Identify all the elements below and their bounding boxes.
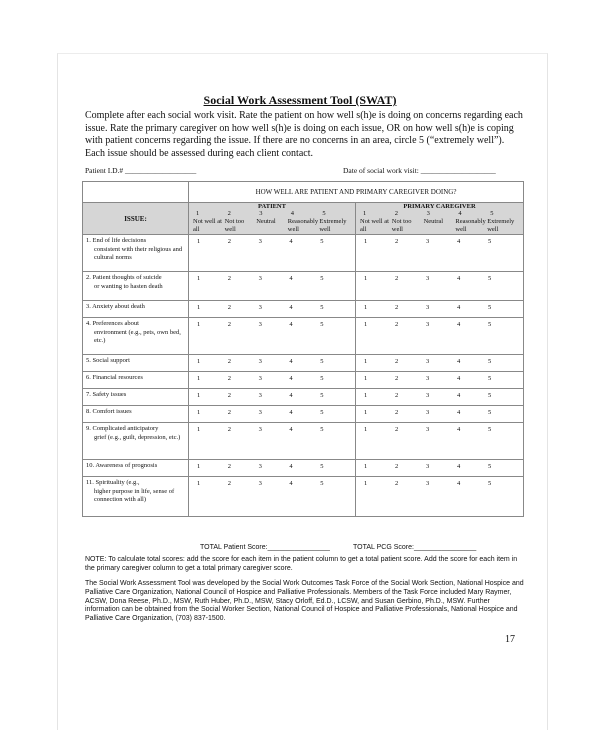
scale-label: Reasonably well [287, 218, 319, 233]
rating-option[interactable]: 4 [457, 358, 461, 365]
rating-option[interactable]: 1 [197, 409, 201, 416]
rating-option[interactable]: 4 [289, 463, 293, 470]
rating-option[interactable]: 5 [488, 238, 492, 245]
rating-option[interactable]: 1 [364, 392, 368, 399]
scale-label: Not too well [224, 218, 245, 233]
rating-option[interactable]: 5 [320, 409, 324, 416]
rating-option[interactable]: 2 [395, 238, 399, 245]
issue-cell [83, 272, 189, 301]
issue-label: 9. Complicated anticipatory [86, 425, 159, 432]
rating-option[interactable]: 1 [364, 375, 368, 382]
rating-option[interactable]: 3 [426, 238, 430, 245]
rating-option[interactable]: 2 [227, 358, 232, 365]
rating-option[interactable]: 4 [457, 375, 461, 382]
rating-option[interactable]: 5 [320, 238, 324, 245]
rating-option[interactable]: 3 [258, 409, 262, 416]
scale-option [455, 210, 487, 234]
total-patient-score: TOTAL Patient Score:________________ [200, 544, 330, 551]
patient-rating-cell [189, 318, 356, 355]
issue-detail: grief (e.g., guilt, depression, etc.) [94, 433, 181, 441]
scale-option [225, 210, 257, 234]
rating-option[interactable]: 5 [320, 426, 324, 433]
caregiver-rating-cell [356, 355, 524, 372]
patient-rating-cell [189, 460, 356, 477]
rating-option[interactable]: 4 [457, 392, 461, 399]
rating-option[interactable]: 1 [197, 463, 201, 470]
scale-option [256, 210, 288, 234]
rating-option[interactable]: 5 [488, 358, 492, 365]
rating-option[interactable]: 4 [289, 321, 293, 328]
rating-option[interactable]: 2 [227, 375, 232, 382]
patient-scale-header [189, 203, 356, 235]
rating-option[interactable]: 4 [457, 463, 461, 470]
patient-rating-cell [189, 355, 356, 372]
rating-option[interactable]: 2 [227, 409, 232, 416]
issue-label: 4. Preferences about [86, 320, 139, 327]
rating-option[interactable]: 4 [289, 426, 293, 433]
rating-option[interactable]: 3 [258, 275, 262, 282]
issue-cell [83, 355, 189, 372]
rating-option[interactable]: 4 [457, 480, 461, 487]
rating-option[interactable]: 4 [289, 409, 293, 416]
rating-option[interactable]: 1 [364, 238, 368, 245]
table-row [83, 272, 524, 301]
rating-option[interactable]: 1 [364, 321, 368, 328]
scale-number: 3 [426, 210, 430, 217]
rating-option[interactable]: 4 [457, 304, 461, 311]
scale-label: Not too well [391, 218, 412, 233]
rating-option[interactable]: 3 [258, 463, 262, 470]
rating-option[interactable]: 5 [320, 480, 324, 487]
rating-option[interactable]: 3 [426, 409, 430, 416]
rating-option[interactable]: 3 [426, 480, 430, 487]
issue-label: 11. Spirituality (e.g., [86, 479, 140, 486]
rating-option[interactable]: 5 [320, 375, 324, 382]
rating-option[interactable]: 3 [426, 392, 430, 399]
table-main-header: HOW WELL ARE PATIENT AND PRIMARY CAREGIVER DOING? [189, 182, 524, 203]
issue-detail: environment (e.g., pets, own bed, etc.) [94, 328, 181, 344]
rating-option[interactable]: 5 [488, 275, 492, 282]
issue-detail: or wanting to hasten death [94, 282, 163, 290]
rating-option[interactable]: 2 [227, 463, 232, 470]
table-row [83, 301, 524, 318]
rating-option[interactable]: 3 [426, 358, 430, 365]
table-row [83, 318, 524, 355]
rating-option[interactable]: 1 [197, 392, 201, 399]
rating-option[interactable]: 5 [320, 321, 324, 328]
scale-label: Extremely well [319, 218, 347, 233]
scale-option [319, 210, 351, 234]
rating-option[interactable]: 5 [320, 392, 324, 399]
issue-cell [83, 477, 189, 517]
rating-option[interactable]: 3 [258, 392, 262, 399]
table-row [83, 235, 524, 272]
scale-number: 4 [290, 210, 295, 217]
development-credit: The Social Work Assessment Tool was developed by the Social Work Outcomes Task Force of the Social Work Section, National Hospice and Palliative Care Organization, National Council of Hospice and Palliative Professionals. Members of the Task Force included Mary Raymer, ACSW, Dona Reese, Ph.D., MSW, Ruth Huber, Ph.D., MSW, Stacy Orloff, Ed.D., LCSW, and Susan Gerbino, Ph.D., MSW. Further information can be obtained from the Social Worker Section, National Council of Hospice and Palliative Professionals, National Hospice and Palliative Care Organization, (703) 837-1500. [85, 580, 524, 623]
rating-option[interactable]: 2 [395, 409, 399, 416]
scale-label: Neutral [423, 218, 444, 225]
rating-option[interactable]: 3 [426, 463, 430, 470]
rating-option[interactable]: 2 [395, 392, 399, 399]
rating-option[interactable]: 3 [426, 304, 430, 311]
rating-option[interactable]: 2 [227, 304, 232, 311]
patient-id-field: Patient I.D.# ___________________ [85, 166, 197, 175]
rating-option[interactable]: 3 [258, 375, 262, 382]
table-row [83, 372, 524, 389]
scale-number: 4 [458, 210, 462, 217]
scale-option [360, 210, 392, 234]
issue-cell [83, 389, 189, 406]
rating-option[interactable]: 2 [227, 321, 232, 328]
rating-option[interactable]: 5 [488, 409, 492, 416]
issue-cell [83, 460, 189, 477]
rating-option[interactable]: 1 [197, 275, 201, 282]
total-pcg-score: TOTAL PCG Score:________________ [353, 544, 477, 551]
rating-option[interactable]: 2 [395, 321, 399, 328]
rating-option[interactable]: 2 [395, 426, 399, 433]
rating-option[interactable]: 1 [197, 321, 201, 328]
rating-option[interactable]: 4 [289, 275, 293, 282]
scale-label: Not well at all [360, 218, 389, 233]
rating-option[interactable]: 5 [320, 463, 324, 470]
scale-number: 2 [394, 210, 399, 217]
scale-option [487, 210, 519, 234]
page-number: 17 [505, 634, 515, 645]
table-row [83, 355, 524, 372]
issue-label: 5. Social support [86, 357, 130, 364]
rating-option[interactable]: 2 [395, 275, 399, 282]
rating-option[interactable]: 2 [227, 426, 232, 433]
scale-option [424, 210, 456, 234]
patient-rating-cell [189, 235, 356, 272]
rating-option[interactable]: 3 [258, 358, 262, 365]
table-row [83, 460, 524, 477]
caregiver-scale-header [356, 203, 524, 235]
rating-option[interactable]: 4 [289, 392, 293, 399]
rating-option[interactable]: 2 [395, 480, 399, 487]
table-row [83, 477, 524, 517]
rating-option[interactable]: 3 [426, 321, 430, 328]
issue-label: 2. Patient thoughts of suicide [86, 274, 162, 281]
rating-option[interactable]: 4 [457, 238, 461, 245]
rating-option[interactable]: 4 [457, 275, 461, 282]
issue-cell [83, 318, 189, 355]
issue-label: 6. Financial resources [86, 374, 143, 381]
rating-option[interactable]: 1 [364, 480, 368, 487]
rating-option[interactable]: 4 [457, 426, 461, 433]
patient-header: PATIENT [258, 203, 286, 210]
scale-label: Extremely well [487, 218, 515, 233]
assessment-table [82, 181, 524, 517]
rating-option[interactable]: 1 [197, 375, 201, 382]
rating-option[interactable]: 4 [289, 238, 293, 245]
rating-option[interactable]: 1 [364, 426, 368, 433]
rating-option[interactable]: 3 [426, 426, 430, 433]
document-title: Social Work Assessment Tool (SWAT) [203, 93, 397, 107]
issue-cell [83, 423, 189, 460]
rating-option[interactable]: 4 [457, 409, 461, 416]
issue-cell [83, 372, 189, 389]
patient-rating-cell [189, 477, 356, 517]
issue-label: 7. Safety issues [86, 391, 127, 398]
note-text: NOTE: To calculate total scores: add the score for each item in the patient column to get a total patient score. Add the score for each item in the primary caregiver column to get a total primary caregiver score. [85, 556, 518, 572]
rating-option[interactable]: 1 [197, 238, 201, 245]
rating-option[interactable]: 4 [289, 358, 293, 365]
rating-option[interactable]: 5 [488, 392, 492, 399]
rating-option[interactable]: 5 [488, 375, 492, 382]
caregiver-rating-cell [356, 389, 524, 406]
rating-option[interactable]: 2 [227, 392, 232, 399]
scale-number: 1 [363, 210, 367, 217]
rating-option[interactable]: 4 [289, 375, 293, 382]
scale-option [193, 210, 225, 234]
rating-option[interactable]: 1 [197, 304, 201, 311]
issue-label: 3. Anxiety about death [86, 303, 145, 310]
caregiver-rating-cell [356, 372, 524, 389]
rating-option[interactable]: 1 [197, 426, 201, 433]
rating-option[interactable]: 4 [289, 480, 293, 487]
rating-option[interactable]: 5 [488, 304, 492, 311]
rating-option[interactable]: 3 [258, 426, 262, 433]
issue-detail: higher purpose in life, sense of connection with all) [94, 487, 175, 503]
caregiver-rating-cell [356, 272, 524, 301]
patient-rating-cell [189, 372, 356, 389]
caregiver-rating-cell [356, 423, 524, 460]
issue-label: 8. Comfort issues [86, 408, 132, 415]
rating-option[interactable]: 1 [197, 358, 201, 365]
caregiver-rating-cell [356, 460, 524, 477]
rating-option[interactable]: 2 [395, 304, 399, 311]
rating-option[interactable]: 1 [197, 480, 201, 487]
rating-option[interactable]: 2 [227, 238, 232, 245]
rating-option[interactable]: 3 [426, 275, 430, 282]
patient-rating-cell [189, 389, 356, 406]
caregiver-rating-cell [356, 318, 524, 355]
rating-option[interactable]: 1 [364, 409, 368, 416]
scale-label: Neutral [256, 218, 276, 225]
rating-option[interactable]: 3 [258, 480, 262, 487]
rating-option[interactable]: 5 [488, 480, 492, 487]
rating-option[interactable]: 5 [488, 463, 492, 470]
patient-rating-cell [189, 406, 356, 423]
rating-option[interactable]: 2 [395, 358, 399, 365]
rating-option[interactable]: 3 [258, 321, 262, 328]
rating-option[interactable]: 2 [395, 375, 399, 382]
issue-label: 1. End of life decisions [86, 237, 147, 244]
rating-option[interactable]: 1 [364, 304, 368, 311]
rating-option[interactable]: 1 [364, 463, 368, 470]
caregiver-header: PRIMARY CAREGIVER [403, 203, 476, 210]
rating-option[interactable]: 2 [227, 275, 232, 282]
rating-option[interactable]: 5 [320, 304, 324, 311]
rating-option[interactable]: 4 [289, 304, 293, 311]
rating-option[interactable]: 2 [395, 463, 399, 470]
rating-option[interactable]: 1 [364, 358, 368, 365]
scale-number: 1 [196, 210, 200, 217]
issue-label: 10. Awareness of prognosis [86, 462, 158, 469]
patient-rating-cell [189, 301, 356, 318]
patient-rating-cell [189, 423, 356, 460]
table-row [83, 423, 524, 460]
rating-option[interactable]: 5 [320, 358, 324, 365]
rating-option[interactable]: 4 [457, 321, 461, 328]
scale-number: 3 [259, 210, 263, 217]
caregiver-rating-cell [356, 477, 524, 517]
scale-number: 5 [322, 210, 326, 217]
scale-number: 5 [490, 210, 494, 217]
scale-option [392, 210, 424, 234]
rating-option[interactable]: 5 [488, 426, 492, 433]
issue-cell [83, 235, 189, 272]
caregiver-rating-cell [356, 235, 524, 272]
scale-label: Reasonably well [455, 218, 486, 233]
rating-option[interactable]: 5 [488, 321, 492, 328]
issue-cell [83, 406, 189, 423]
caregiver-rating-cell [356, 406, 524, 423]
rating-option[interactable]: 2 [227, 480, 232, 487]
issue-header: ISSUE: [83, 203, 189, 235]
rating-option[interactable]: 3 [258, 304, 262, 311]
issue-cell [83, 301, 189, 318]
scale-option [288, 210, 320, 234]
issue-detail: consistent with their religious and cultural norms [94, 245, 183, 261]
table-row [83, 389, 524, 406]
rating-option[interactable]: 3 [426, 375, 430, 382]
scale-number: 2 [227, 210, 231, 217]
rating-option[interactable]: 3 [258, 238, 262, 245]
rating-option[interactable]: 5 [320, 275, 324, 282]
intro-paragraph: Complete after each social work visit. Rate the patient on how well s(h)e is doing on concerns regarding each issue. Rate the primary caregiver on how well s(h)e is doing on each issue, OR on how well s(h)e is coping with patient concerns regarding the issue. If there are no concerns in an area, circle 5 (“extremely well”). Each issue should be assessed during each client contact. [85, 110, 523, 159]
patient-rating-cell [189, 272, 356, 301]
caregiver-rating-cell [356, 301, 524, 318]
table-row [83, 406, 524, 423]
visit-date-field: Date of social work visit: ____________________ [343, 166, 496, 175]
rating-option[interactable]: 1 [364, 275, 368, 282]
scale-label: Not well at all [193, 218, 222, 233]
